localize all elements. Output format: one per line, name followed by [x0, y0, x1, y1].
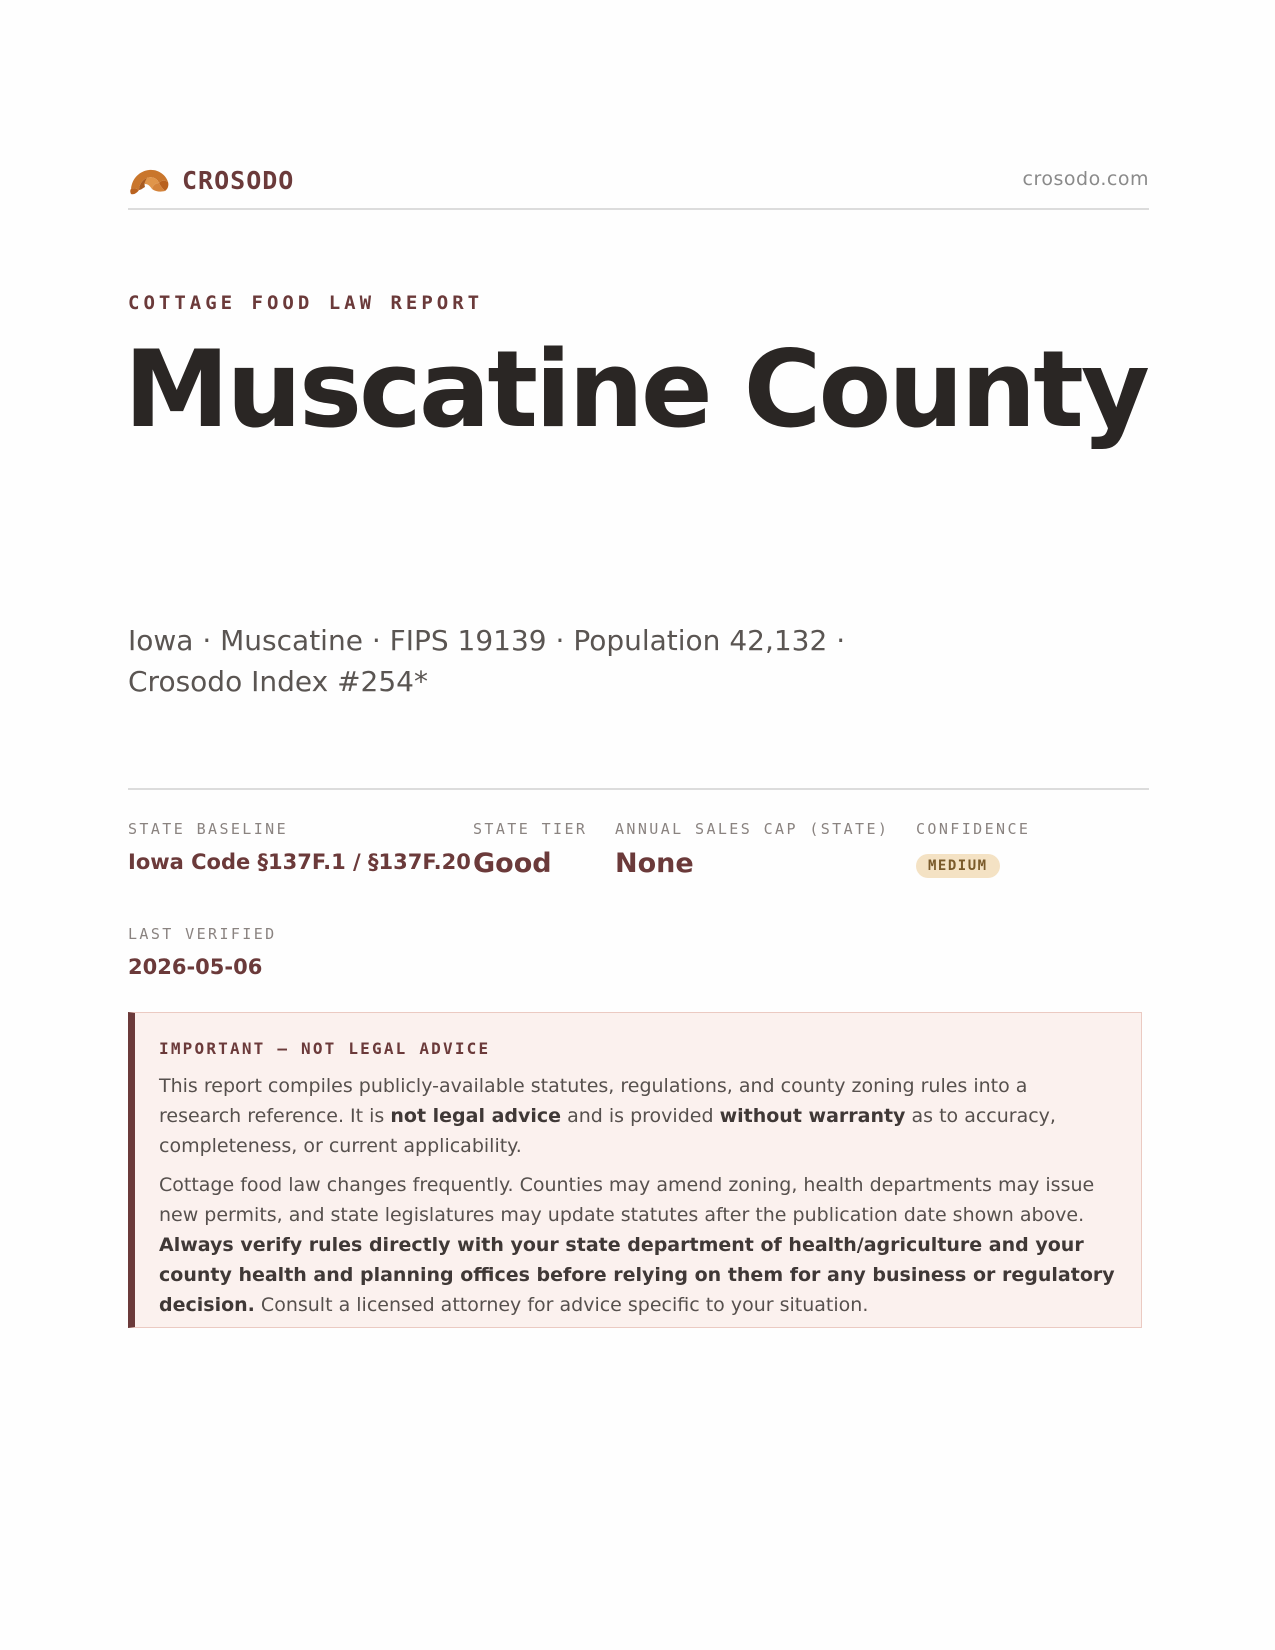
disclaimer-paragraph [159, 1071, 1115, 1161]
report-eyebrow: COTTAGE FOOD LAW REPORT [128, 292, 484, 314]
croissant-icon [128, 162, 170, 198]
stat-state-tier [473, 820, 587, 879]
stat-label: ANNUAL SALES CAP (STATE) [615, 820, 890, 838]
stat-label: STATE TIER [473, 820, 588, 838]
stat-label: STATE BASELINE [128, 820, 289, 838]
disclaimer-paragraph [159, 1170, 1115, 1320]
disclaimer-text: Consult a licensed attorney for advice specific to your situation. [254, 1294, 869, 1316]
stat-value: 2026-05-06 [128, 955, 263, 979]
brand-name: CROSODO [182, 165, 295, 195]
page-title: Muscatine County [124, 328, 1147, 451]
stat-annual-sales-cap [615, 820, 889, 879]
report-header [128, 158, 1149, 210]
brand [128, 162, 294, 198]
stat-last-verified [128, 925, 277, 979]
disclaimer-emphasis: without warranty [719, 1105, 906, 1127]
stat-state-baseline [128, 820, 471, 874]
disclaimer-text: Cottage food law changes frequently. Counties may amend zoning, health departments may issue new permits, and state legislatures may update statutes after the publication date shown above. [159, 1174, 1095, 1226]
stat-label: CONFIDENCE [916, 820, 1031, 838]
section-divider [128, 788, 1149, 790]
stat-value: Good [473, 848, 552, 879]
disclaimer-text: and is provided [561, 1105, 720, 1127]
site-url[interactable]: crosodo.com [1022, 168, 1149, 190]
disclaimer-emphasis: not legal advice [390, 1105, 562, 1127]
disclaimer-text: This report compiles publicly-available statutes, regulations, and county zoning rules into a research reference. It is [159, 1075, 1028, 1127]
county-meta: Iowa · Muscatine · FIPS 19139 · Population 42,132 · Crosodo Index #254* [128, 624, 846, 698]
stat-value: Iowa Code §137F.1 / §137F.20 [128, 850, 471, 874]
disclaimer-emphasis: Always verify rules directly with your state department of health/agriculture and your county health and planning offices before relying on them for any business or regulatory decision. [159, 1234, 1115, 1316]
stat-label: LAST VERIFIED [128, 925, 277, 943]
legal-disclaimer [128, 1012, 1142, 1328]
confidence-badge: MEDIUM [916, 854, 1000, 878]
disclaimer-text: as to accuracy, completeness, or current applicability. [159, 1105, 1056, 1157]
stat-value: None [615, 848, 694, 879]
stat-confidence [916, 820, 1030, 878]
disclaimer-heading: IMPORTANT — NOT LEGAL ADVICE [159, 1039, 491, 1058]
